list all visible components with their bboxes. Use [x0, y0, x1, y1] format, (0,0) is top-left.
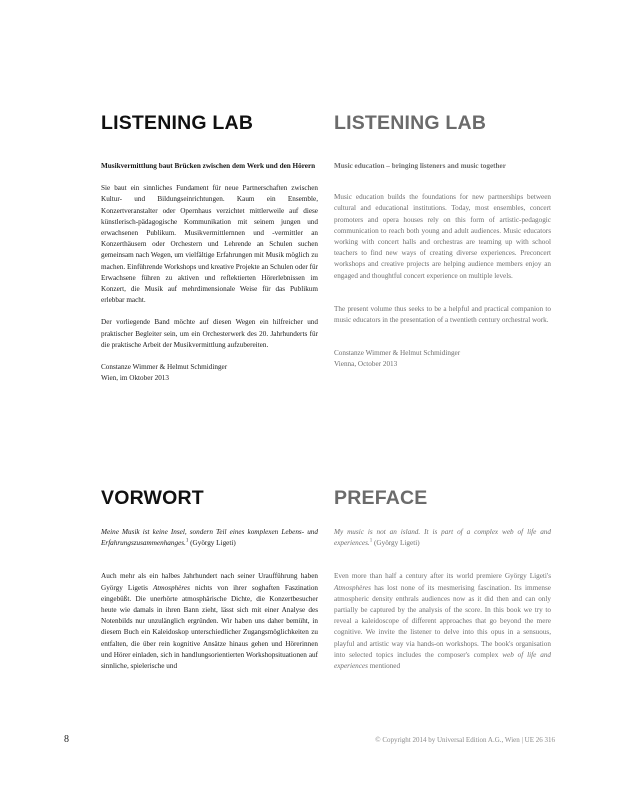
preface-body-italic1: Atmosphères	[334, 583, 371, 592]
preface-quote-block	[334, 527, 551, 549]
preface-quote-author: (György Ligeti)	[374, 539, 420, 548]
preface-body-part1: Even more than half a century after its world premiere György Ligeti's	[334, 572, 551, 581]
listening-lab-heading-en: LISTENING LAB	[334, 112, 487, 134]
vorwort-heading: VORWORT	[101, 487, 204, 509]
preface-body-italic2: web of life and experiences	[334, 650, 552, 671]
listening-lab-text-de	[101, 161, 318, 384]
listening-lab-paragraph2-de: Der vorliegende Band möchte auf diesen Wegen ein hilfreicher und praktischer Begleiter sein, um ein Orchesterwerk des 20. Jahrhunderts für die praktische Arbeit der Musikvermittlung aufzubereiten.	[101, 318, 318, 349]
page-number: 8	[64, 734, 69, 745]
vorwort-quote-block	[101, 527, 318, 549]
listening-lab-subheading-de: Musikvermittlung baut Brücken zwischen dem Werk und den Hörern	[101, 162, 316, 170]
vorwort-body-italic: Atmosphères	[153, 583, 190, 592]
listening-lab-paragraph2-en: The present volume thus seeks to be a helpful and practical companion to music educators in the presentation of a twentieth century orchestral work.	[334, 304, 551, 325]
preface-body-part2: has lost none of its mesmerising fascination. Its immense atmospheric density enthrals audiences now as it did then and can only partially be captured by the analysis of the score. In this book we try to reveal a kaleidoscope of different approaches that go beyond the mere cognitive. We invite the listener to delve into this opus in a sensuous, playful and artistic way via hands-on workshops. The book's organisation into selected topics includes the composer's complex	[334, 583, 551, 659]
listening-lab-subheading-en: Music education – bringing listeners and music together	[334, 162, 506, 170]
preface-text	[334, 527, 551, 672]
signature-place-date-en: Vienna, October 2013	[334, 360, 398, 369]
vorwort-text	[101, 527, 318, 672]
listening-lab-heading-de: LISTENING LAB	[101, 112, 254, 134]
vorwort-body-part2: nichts von ihrer soghaften Faszination eingebüßt. Die unerhörte atmosphärische Dichte, die Konzertbesucher heute wie damals in ihren Bann zieht, lässt sich mit einer Analyse des Notenbilds nur unzulänglich ergründen. Wir haben uns daher bemüht, in diesem Buch ein Kaleidoskop unterschiedlicher Zugangsmöglichkeiten zu entfalten, die über rein kognitive Ansätze hinaus gehen und Hörerinnen und Hörer einladen, sich in handlungsorientierten Workshopsituationen auf sinnliche, spielerische und	[101, 583, 319, 671]
vorwort-quote-author: (György Ligeti)	[190, 539, 236, 548]
copyright-notice: © Copyright 2014 by Universal Edition A.G., Wien | UE 26 316	[375, 736, 555, 744]
listening-lab-text-en	[334, 161, 551, 371]
signature-names-de: Constanze Wimmer & Helmut Schmidinger	[101, 363, 228, 372]
listening-lab-paragraph1-de: Sie baut ein sinnliches Fundament für neue Partnerschaften zwischen Kultur- und Bildungseinrichtungen. Kaum ein Ensemble, Konzertveranstalter oder Opernhaus verzichtet mittlerweile auf diese künstlerisch-pädagogische Kommunikation mit seinem jungen und erwachsenen Publikum. Musikvermittlernnen und -vermittler an Konzerthäusern oder Orchestern und Lehrende an Schulen suchen gemeinsam nach Wegen, um vielfältige Erfahrungen mit Musik möglich zu machen. Einführende Workshops und kreative Projekte an Schulen oder für Erwachsene führen zu aktiven und reflektierten Hörerlebnissen im Konzert, die Musik auf mehrdimensionale Weise für das Publikum erlebbar macht.	[101, 184, 318, 305]
vorwort-body	[101, 571, 318, 672]
vorwort-quote: Meine Musik ist keine Insel, sondern Teil eines komplexen Lebens- und Erfahrungszusammenhanges.	[101, 528, 318, 548]
preface-body	[334, 571, 551, 672]
vorwort-footnote-marker: 1	[185, 538, 189, 544]
preface-body-part3: mentioned	[369, 662, 401, 671]
preface-footnote-marker: 1	[369, 538, 373, 544]
vorwort-body-part1: Auch mehr als ein halbes Jahrhundert nach seiner Uraufführung haben György Ligetis	[101, 572, 318, 592]
preface-quote: My music is not an island. It is part of a complex web of life and experiences.	[334, 528, 551, 548]
signature-names-en: Constanze Wimmer & Helmut Schmidinger	[334, 349, 461, 358]
listening-lab-paragraph1-en: Music education builds the foundations for new partnerships between cultural and educational institutions. Today, most ensembles, concert promoters and opera houses rely on this form of artistic-pedagogic communication to reach both young and adult audiences. Music educators working with concert halls and orchestras are teaming up with school teachers to find new ways of creating diverse experiences. Preconcert workshops and creative projects are helping audience members enjoy an engaged and thoughtful concert experience on multiple levels.	[334, 193, 551, 280]
signature-place-date-de: Wien, im Oktober 2013	[101, 374, 169, 383]
preface-heading: PREFACE	[334, 487, 428, 509]
